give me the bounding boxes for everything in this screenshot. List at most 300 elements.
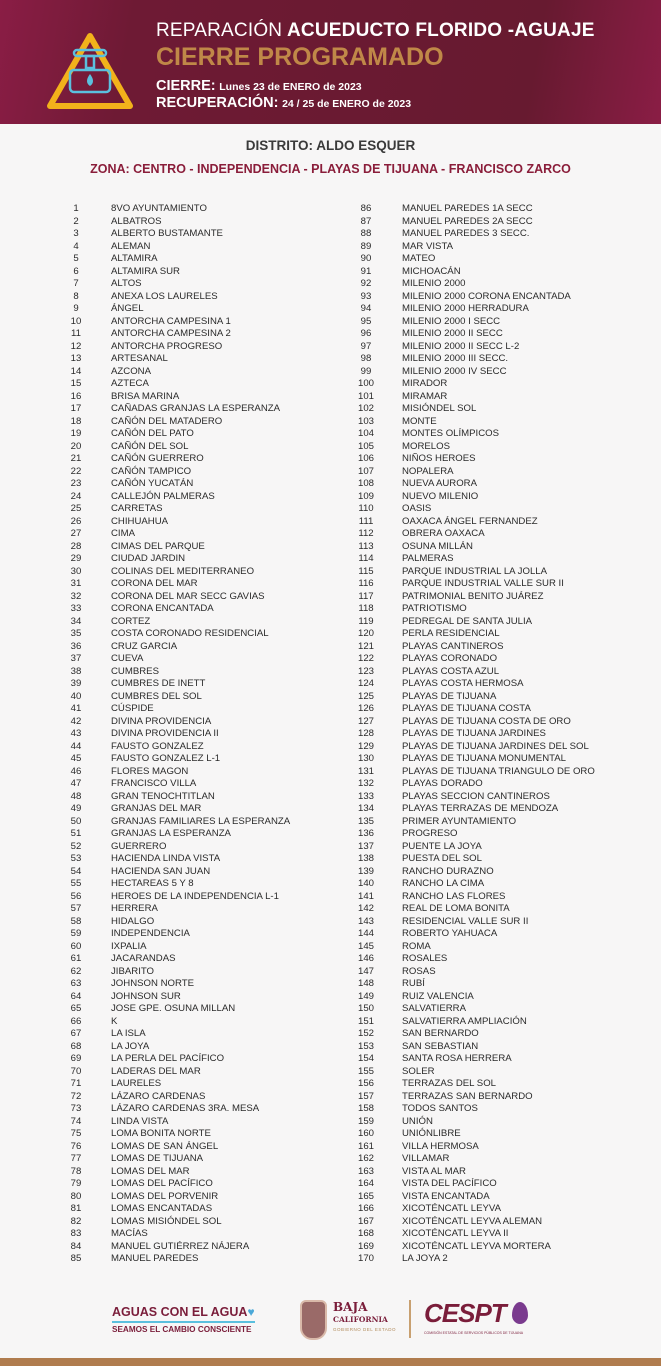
item-name: MILENIO 2000 HERRADURA	[402, 303, 529, 314]
item-number: 46	[70, 765, 82, 777]
item-name: MILENIO 2000 II SECC	[402, 328, 503, 339]
aguas-logo-title	[112, 1305, 255, 1323]
header-title	[156, 21, 595, 41]
item-name: TERRAZAS SAN BERNARDO	[402, 1090, 533, 1102]
item-number: 103	[357, 415, 374, 427]
item-number: 93	[360, 290, 372, 302]
item-name: JACARANDAS	[111, 953, 176, 964]
item-number: 12	[70, 340, 82, 352]
item-number: 116	[358, 578, 374, 589]
item-name: PEDREGAL DE SANTA JULIA	[402, 615, 533, 627]
item-name: ALTAMIRA	[111, 253, 158, 264]
item-name: PROGRESO	[402, 828, 458, 839]
item-number: 2	[73, 215, 79, 227]
item-number: 105	[357, 440, 374, 452]
item-number: 97	[360, 340, 372, 352]
item-number: 5	[73, 253, 79, 264]
recuperacion-line	[156, 95, 411, 111]
title-bold: ACUEDUCTO FLORIDO -AGUAJE	[287, 20, 595, 41]
item-name: VISTA DEL PACÍFICO	[402, 1178, 497, 1189]
item-number: 25	[70, 503, 82, 514]
item-number: 99	[360, 365, 372, 377]
item-name: PLAYAS DE TIJUANA JARDINES DEL SOL	[402, 740, 589, 752]
item-number: 86	[360, 203, 372, 214]
item-number: 32	[70, 590, 82, 602]
item-number: 89	[360, 240, 372, 252]
item-number: 96	[360, 328, 372, 339]
item-name: VILLA HERMOSA	[402, 1140, 479, 1152]
item-number: 163	[357, 1165, 374, 1177]
item-name: SANTA ROSA HERRERA	[402, 1053, 512, 1064]
item-name: LOMAS DE SAN ÁNGEL	[111, 1140, 219, 1152]
item-number: 81	[70, 1203, 82, 1214]
baja-logo-line3: GOBIERNO DEL ESTADO	[333, 1327, 397, 1332]
item-name: SALVATIERRA	[402, 1003, 466, 1014]
item-number: 111	[358, 515, 374, 527]
item-name: LOMAS DEL MAR	[111, 1165, 190, 1177]
item-number: 62	[70, 965, 82, 977]
item-number: 82	[70, 1215, 82, 1227]
item-number: 138	[357, 853, 374, 864]
item-number: 87	[360, 215, 372, 227]
item-name: MACÍAS	[111, 1228, 148, 1239]
item-name: GUERRERO	[111, 840, 167, 852]
item-number: 100	[357, 378, 374, 389]
item-number: 19	[70, 428, 82, 439]
item-name: MILENIO 2000 IV SECC	[402, 365, 507, 377]
item-number: 70	[70, 1065, 82, 1077]
item-name: MONTE	[402, 415, 437, 427]
item-number: 34	[70, 615, 82, 627]
item-number: 131	[357, 765, 374, 777]
item-number: 159	[357, 1115, 374, 1127]
item-name: UNIÓN	[402, 1115, 433, 1127]
item-name: XICOTÉNCATL LEYVA	[402, 1203, 501, 1214]
item-number: 75	[70, 1128, 82, 1139]
item-name: PRIMER AYUNTAMIENTO	[402, 815, 517, 827]
item-name: XICOTÉNCATL LEYVA ALEMAN	[402, 1215, 543, 1227]
item-name: MISIÓNDEL SOL	[402, 403, 477, 414]
item-name: ANEXA LOS LAURELES	[111, 290, 218, 302]
item-name: 8VO AYUNTAMIENTO	[111, 203, 207, 214]
item-number: 39	[70, 678, 82, 689]
item-number: 167	[357, 1215, 374, 1227]
item-name: PUENTE LA JOYA	[402, 840, 482, 852]
item-name: MATEO	[402, 253, 436, 264]
item-name: COSTA CORONADO RESIDENCIAL	[111, 628, 269, 639]
item-name: GRANJAS FAMILIARES LA ESPERANZA	[111, 815, 291, 827]
item-number: 56	[70, 890, 82, 902]
item-name: TERRAZAS DEL SOL	[402, 1078, 497, 1089]
item-number: 170	[357, 1253, 374, 1264]
item-name: ALBERTO BUSTAMANTE	[111, 228, 223, 239]
item-name: PLAYAS DE TIJUANA JARDINES	[402, 728, 546, 739]
item-name: FRANCISCO VILLA	[111, 778, 197, 789]
item-name: MIRADOR	[402, 378, 448, 389]
item-name: SAN BERNARDO	[402, 1028, 479, 1039]
item-name: HIDALGO	[111, 915, 155, 927]
item-name: HERRERA	[111, 903, 158, 914]
distrito-heading: DISTRITO: ALDO ESQUER	[245, 138, 416, 153]
item-name: OAXACA ÁNGEL FERNANDEZ	[402, 515, 538, 527]
item-name: CAÑÓN DEL SOL	[111, 440, 189, 452]
item-name: NIÑOS HEROES	[402, 453, 476, 464]
item-number: 161	[357, 1140, 374, 1152]
item-number: 18	[70, 415, 82, 427]
item-name: JOSE GPE. OSUNA MILLAN	[111, 1003, 236, 1014]
item-number: 144	[357, 928, 374, 939]
item-name: MANUEL PAREDES	[111, 1253, 199, 1264]
recuperacion-label: RECUPERACIÓN:	[156, 95, 279, 111]
item-name: CUMBRES DE INETT	[111, 678, 206, 689]
item-name: CORONA DEL MAR	[111, 578, 198, 589]
item-number: 90	[360, 253, 372, 264]
item-number: 149	[357, 990, 374, 1002]
item-number: 23	[70, 478, 82, 489]
item-number: 43	[70, 728, 82, 739]
item-number: 91	[360, 265, 372, 277]
item-name: CARRETAS	[111, 503, 163, 514]
item-name: MANUEL PAREDES 3 SECC.	[402, 228, 530, 239]
item-name: LOMAS DE TIJUANA	[111, 1153, 204, 1164]
item-number: 153	[357, 1040, 374, 1052]
item-name: TODOS SANTOS	[402, 1103, 478, 1114]
item-number: 166	[357, 1203, 374, 1214]
item-name: OASIS	[402, 503, 432, 514]
item-name: LA PERLA DEL PACÍFICO	[111, 1053, 225, 1064]
item-number: 122	[357, 653, 374, 664]
item-name: MORELOS	[402, 440, 450, 452]
cespt-subtitle: COMISIÓN ESTATAL DE SERVICIOS PÚBLICOS DE TIJUANA	[424, 1331, 524, 1335]
item-name: OSUNA MILLÁN	[402, 540, 473, 552]
item-name: LOMAS ENCANTADAS	[111, 1203, 213, 1214]
item-name: MANUEL GUTIÉRREZ NÁJERA	[111, 1240, 250, 1252]
cespt-logo: CESPT	[424, 1298, 506, 1328]
item-number: 8	[73, 290, 79, 302]
cierre-line	[156, 78, 362, 94]
item-number: 151	[357, 1015, 374, 1027]
item-number: 143	[357, 915, 374, 927]
item-name: IXPALIA	[111, 940, 147, 952]
item-name: CUMBRES	[111, 665, 159, 677]
item-number: 17	[70, 403, 82, 414]
item-name: PALMERAS	[402, 553, 454, 564]
item-name: GRAN TENOCHTITLAN	[111, 790, 215, 802]
item-number: 73	[70, 1103, 82, 1114]
item-number: 11	[71, 328, 81, 339]
item-name: HACIENDA SAN JUAN	[111, 865, 211, 877]
item-name: CHIHUAHUA	[111, 515, 169, 527]
item-number: 7	[73, 278, 79, 289]
item-number: 1	[73, 203, 79, 214]
item-number: 65	[70, 1003, 82, 1014]
item-name: NUEVA AURORA	[402, 478, 477, 489]
item-number: 50	[70, 815, 82, 827]
item-number: 24	[70, 490, 82, 502]
item-number: 9	[73, 303, 79, 314]
item-name: BRISA MARINA	[111, 390, 180, 402]
item-number: 36	[70, 640, 82, 652]
item-number: 169	[357, 1240, 374, 1252]
item-name: PLAYAS TERRAZAS DE MENDOZA	[402, 803, 559, 814]
item-number: 49	[70, 803, 82, 814]
heart-icon: ♥	[247, 1305, 255, 1319]
item-name: JOHNSON NORTE	[111, 978, 194, 989]
item-name: GRANJAS LA ESPERANZA	[111, 828, 231, 839]
item-number: 101	[357, 390, 374, 402]
item-number: 47	[70, 778, 82, 789]
item-name: CAÑÓN DEL PATO	[111, 428, 194, 439]
item-name: MAR VISTA	[402, 240, 453, 252]
item-name: VISTA AL MAR	[402, 1165, 466, 1177]
item-name: MILENIO 2000 I SECC	[402, 315, 501, 327]
item-number: 37	[70, 653, 82, 664]
item-number: 40	[70, 690, 82, 702]
item-number: 162	[357, 1153, 374, 1164]
item-number: 139	[357, 865, 374, 877]
item-number: 147	[357, 965, 374, 977]
item-number: 77	[70, 1153, 82, 1164]
item-number: 21	[70, 453, 82, 464]
item-number: 88	[360, 228, 372, 239]
item-number: 80	[70, 1190, 82, 1202]
item-name: PLAYAS COSTA HERMOSA	[402, 678, 524, 689]
item-name: PLAYAS DE TIJUANA TRIANGULO DE ORO	[402, 765, 595, 777]
item-number: 112	[358, 528, 374, 539]
item-name: SAN SEBASTIAN	[402, 1040, 479, 1052]
zona-heading: ZONA: CENTRO - INDEPENDENCIA - PLAYAS DE TIJUANA - FRANCISCO ZARCO	[90, 162, 571, 176]
item-number: 61	[70, 953, 82, 964]
item-number: 141	[357, 890, 374, 902]
item-name: RANCHO DURAZNO	[402, 865, 494, 877]
item-number: 45	[70, 753, 82, 764]
item-number: 68	[70, 1040, 82, 1052]
item-number: 133	[357, 790, 374, 802]
item-number: 168	[357, 1228, 374, 1239]
baja-logo-line2: CALIFORNIA	[333, 1315, 388, 1324]
item-number: 16	[70, 390, 82, 402]
item-name: CIUDAD JARDIN	[111, 553, 186, 564]
title-light: REPARACIÓN	[156, 20, 283, 41]
cierre-value: Lunes 23 de ENERO de 2023	[219, 81, 362, 93]
item-name: PATRIOTISMO	[402, 603, 467, 614]
item-name: ROMA	[402, 940, 431, 952]
item-number: 53	[70, 853, 82, 864]
item-name: PLAYAS DE TIJUANA	[402, 690, 497, 702]
item-name: REAL DE LOMA BONITA	[402, 903, 510, 914]
item-name: JIBARITO	[111, 965, 155, 977]
item-name: CORONA ENCANTADA	[111, 603, 214, 614]
item-number: 108	[357, 478, 374, 489]
item-number: 92	[360, 278, 372, 289]
item-name: RESIDENCIAL VALLE SUR II	[402, 915, 529, 927]
bottom-bar	[0, 1358, 661, 1366]
item-number: 72	[70, 1090, 82, 1102]
item-number: 76	[70, 1140, 82, 1152]
item-number: 155	[357, 1065, 374, 1077]
header-banner	[0, 0, 661, 124]
item-name: CAÑADAS GRANJAS LA ESPERANZA	[111, 403, 281, 414]
item-number: 115	[358, 565, 374, 577]
item-name: MANUEL PAREDES 2A SECC	[402, 215, 533, 227]
item-name: K	[111, 1015, 118, 1027]
item-name: NOPALERA	[402, 465, 454, 477]
item-number: 142	[357, 903, 374, 914]
item-number: 126	[357, 703, 374, 714]
item-name: CAÑÓN TAMPICO	[111, 465, 192, 477]
item-name: PLAYAS COSTA AZUL	[402, 665, 500, 677]
item-name: LOMAS DEL PORVENIR	[111, 1190, 219, 1202]
item-number: 78	[70, 1165, 82, 1177]
item-number: 107	[357, 465, 374, 477]
item-name: CUMBRES DEL SOL	[111, 690, 202, 702]
item-number: 38	[70, 665, 82, 677]
item-name: INDEPENDENCIA	[111, 928, 190, 939]
item-name: ROSALES	[402, 953, 448, 964]
item-name: CORONA DEL MAR SECC GAVIAS	[111, 590, 265, 602]
item-number: 156	[357, 1078, 374, 1089]
item-name: PLAYAS DE TIJUANA COSTA	[402, 703, 531, 714]
item-number: 63	[70, 978, 82, 989]
item-name: LÁZARO CARDENAS	[111, 1090, 206, 1102]
item-number: 67	[70, 1028, 82, 1039]
item-number: 3	[73, 228, 79, 239]
item-number: 44	[70, 740, 82, 752]
item-number: 124	[357, 678, 374, 689]
item-number: 113	[358, 540, 374, 552]
item-name: PERLA RESIDENCIAL	[402, 628, 500, 639]
item-name: LOMA BONITA NORTE	[111, 1128, 211, 1139]
item-name: LOMAS MISIÓNDEL SOL	[111, 1215, 222, 1227]
item-name: ALTOS	[111, 278, 142, 289]
item-number: 130	[357, 753, 374, 764]
item-name: ANTORCHA PROGRESO	[111, 340, 223, 352]
item-name: LA ISLA	[111, 1028, 146, 1039]
item-name: ARTESANAL	[111, 353, 168, 364]
item-name: GRANJAS DEL MAR	[111, 803, 202, 814]
item-name: AZTECA	[111, 378, 149, 389]
item-name: LA JOYA	[111, 1040, 150, 1052]
item-number: 140	[357, 878, 374, 889]
item-name: XICOTÉNCATL LEYVA MORTERA	[402, 1240, 551, 1252]
item-number: 6	[73, 265, 79, 277]
item-name: ALEMAN	[111, 240, 151, 252]
item-number: 158	[357, 1103, 374, 1114]
item-name: MILENIO 2000 II SECC L-2	[402, 340, 520, 352]
item-name: RUIZ VALENCIA	[402, 990, 474, 1002]
item-number: 134	[357, 803, 374, 814]
item-number: 51	[70, 828, 82, 839]
item-number: 66	[70, 1015, 82, 1027]
item-number: 59	[70, 928, 82, 939]
item-number: 69	[70, 1053, 82, 1064]
aguas-logo-subtitle: SEAMOS EL CAMBIO CONSCIENTE	[112, 1325, 252, 1334]
item-number: 74	[70, 1115, 82, 1127]
item-name: ROSAS	[402, 965, 436, 977]
item-number: 104	[357, 428, 374, 439]
item-number: 42	[70, 715, 82, 727]
item-number: 146	[357, 953, 374, 964]
item-number: 164	[357, 1178, 374, 1189]
item-name: CRUZ GARCIA	[111, 640, 178, 652]
item-number: 95	[360, 315, 372, 327]
item-number: 83	[70, 1228, 82, 1239]
baja-logo-line1: BAJA	[333, 1300, 368, 1314]
item-number: 15	[70, 378, 82, 389]
item-number: 117	[358, 590, 374, 602]
item-number: 157	[357, 1090, 374, 1102]
item-name: FLORES MAGON	[111, 765, 189, 777]
item-number: 154	[357, 1053, 374, 1064]
item-name: HEROES DE LA INDEPENDENCIA L-1	[111, 890, 279, 902]
item-name: HECTAREAS 5 Y 8	[111, 878, 194, 889]
item-name: VILLAMAR	[402, 1153, 450, 1164]
item-number: 71	[70, 1078, 82, 1089]
item-number: 125	[357, 690, 374, 702]
valve-warning-icon	[44, 30, 136, 110]
item-number: 109	[357, 490, 374, 502]
item-name: MICHOACÁN	[402, 265, 461, 277]
item-number: 64	[70, 990, 82, 1002]
item-name: PARQUE INDUSTRIAL VALLE SUR II	[402, 578, 564, 589]
item-name: RANCHO LA CIMA	[402, 878, 485, 889]
item-number: 150	[357, 1003, 374, 1014]
item-number: 129	[357, 740, 374, 752]
item-name: AZCONA	[111, 365, 151, 377]
item-name: PLAYAS CANTINEROS	[402, 640, 504, 652]
item-name: MILENIO 2000 CORONA ENCANTADA	[402, 290, 571, 302]
aguas-title-text: AGUAS CON EL AGUA	[112, 1305, 248, 1319]
item-name: DIVINA PROVIDENCIA	[111, 715, 212, 727]
item-name: CÚSPIDE	[111, 703, 154, 714]
item-name: MILENIO 2000 III SECC.	[402, 353, 509, 364]
item-number: 52	[70, 840, 82, 852]
item-number: 165	[357, 1190, 374, 1202]
item-number: 114	[358, 553, 374, 564]
item-name: PARQUE INDUSTRIAL LA JOLLA	[402, 565, 548, 577]
item-number: 41	[70, 703, 82, 714]
item-name: ANTORCHA CAMPESINA 2	[111, 328, 231, 339]
item-name: COLINAS DEL MEDITERRANEO	[111, 565, 255, 577]
item-number: 118	[358, 603, 374, 614]
item-number: 98	[360, 353, 372, 364]
item-name: FAUSTO GONZALEZ	[111, 740, 204, 752]
item-name: LA JOYA 2	[402, 1253, 448, 1264]
item-name: CIMA	[111, 528, 135, 539]
item-name: XICOTÉNCATL LEYVA II	[402, 1228, 509, 1239]
item-name: SOLER	[402, 1065, 435, 1077]
item-name: LINDA VISTA	[111, 1115, 169, 1127]
item-name: PLAYAS SECCION CANTINEROS	[402, 790, 550, 802]
item-number: 152	[357, 1028, 374, 1039]
item-number: 102	[357, 403, 374, 414]
item-name: ÁNGEL	[111, 303, 144, 314]
item-name: RANCHO LAS FLORES	[402, 890, 506, 902]
item-name: MIRAMAR	[402, 390, 448, 402]
baja-california-seal-icon	[300, 1300, 327, 1340]
item-number: 137	[357, 840, 374, 852]
item-name: FAUSTO GONZALEZ L-1	[111, 753, 221, 764]
item-name: LÁZARO CARDENAS 3RA. MESA	[111, 1103, 260, 1114]
item-number: 13	[70, 353, 82, 364]
item-name: SALVATIERRA AMPLIACIÓN	[402, 1015, 527, 1027]
item-name: ALTAMIRA SUR	[111, 265, 180, 277]
logo-divider	[409, 1300, 411, 1338]
item-name: CAÑÓN YUCATÁN	[111, 478, 194, 489]
item-name: ANTORCHA CAMPESINA 1	[111, 315, 231, 327]
item-number: 14	[70, 365, 82, 377]
item-number: 20	[70, 440, 82, 452]
